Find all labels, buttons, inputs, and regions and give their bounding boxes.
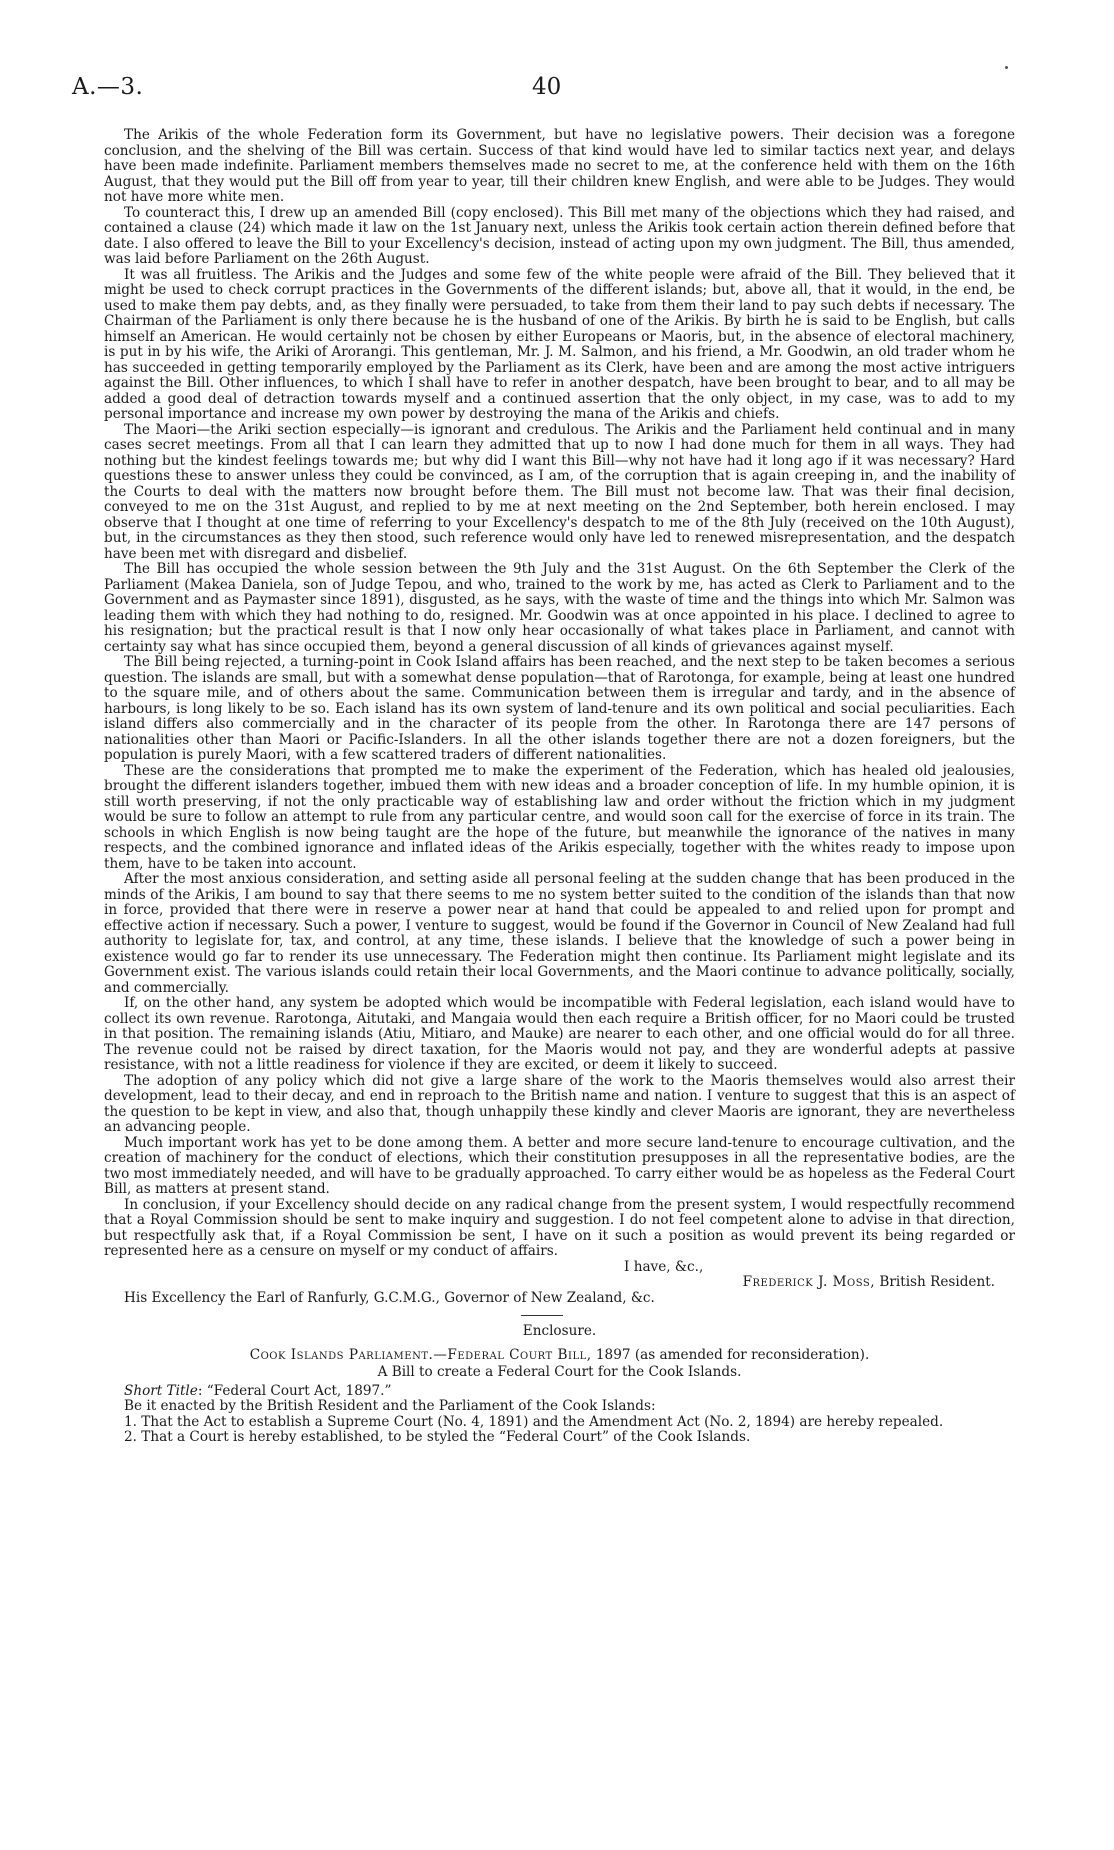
paragraph-8: After the most anxious consideration, and setting aside all personal feeling at the sudden change that has been produced in the minds of the Arikis, I am bound to say that there seems to me no system better suited to the condition of the islands than that now in force, provided that there were in reserve a power near at hand that could be appealed to and relied upon for prompt and effective action if necessary. Such a power, I venture to suggest, would be found if the Governor in Council of New Zealand had full authority to legislate for, tax, and control, at any time, these islands. I believe that the knowledge of such a power being in existence would go far to render its use unnecessary. The Federation might then continue. Its Parliament might legislate and its Government exist. The various islands could retain their local Governments, and the Maori continue to advance politically, socially, and commercially. xyxy=(104,871,1015,996)
short-title-label: Short Title xyxy=(124,1382,198,1399)
paragraph-6: The Bill being rejected, a turning-point in Cook Island affairs has been reached, and the next step to be taken becomes a serious question. The islands are small, but with a somewhat dense population—that of Rarotonga, for example, being at least one hundred to the square mile, and of others about the same. Communication between them is irregular and tardy, and in the absence of harbours, is long likely to be so. Each island has its own system of land-tenure and its own political and social peculiarities. Each island differs also commercially and in the character of its people from the other. In Rarotonga there are 147 persons of nationalities other than Maori or Pacific-Islanders. In all the other islands together there are not a dozen foreigners, but the population is purely Maori, with a few scattered traders of different nationalities. xyxy=(104,654,1015,763)
bill-title-rest: 1897 (as amended for reconsideration). xyxy=(595,1346,870,1363)
paragraph-12: In conclusion, if your Excellency should decide on any radical change from the present system, I would respectfully recommend that a Royal Commission should be sent to make inquiry and suggestion. I do not feel competent alone to advise in that direction, but respectfully ask that, if a Royal Commission be sent, I have on it such a position as would prevent its being regarded or represented here as a censure on myself or my conduct of affairs. xyxy=(104,1196,1015,1259)
paragraph-2: To counteract this, I drew up an amended Bill (copy enclosed). This Bill met many of the objections which they had raised, and contained a clause (24) which made it law on the 1st January next, unless the Arikis took certain action therein defined before that date. I also offered to leave the Bill to your Excellency's decision, instead of acting upon my own judgment. The Bill, thus amended, was laid before Parliament on the 26th August. xyxy=(104,204,1015,267)
document-reference: A.—3. xyxy=(72,74,144,100)
bill-description: A Bill to create a Federal Court for the Cook Islands. xyxy=(377,1364,742,1380)
print-speck xyxy=(1005,66,1008,69)
clause-1: 1. That the Act to establish a Supreme Court (No. 4, 1891) and the Amendment Act (No. 2, 1894) are hereby repealed. xyxy=(124,1413,944,1430)
paragraph-7: These are the considerations that prompted me to make the experiment of the Federation, which has healed old jealousies, brought the different islanders together, imbued them with new ideas and a broader conception of life. In my humble opinion, it is still worth preserving, if not the only practicable way of establishing law and order without the friction which in my judgment would be sure to follow an attempt to rule from any particular centre, and would soon call for the exercise of force in its train. The schools in which English is now being taught are the hope of the future, but meanwhile the ignorance of the natives in many respects, and the combined ignorance and inflated ideas of the Arikis especially, together with the whites ready to impose upon them, have to be taken into account. xyxy=(104,762,1015,872)
short-title-value: : “Federal Court Act, 1897.” xyxy=(197,1382,392,1399)
paragraph-3: It was all fruitless. The Arikis and the Judges and some few of the white people were afraid of the Bill. They believed that it might be used to check corrupt practices in the Governments of the different islands; but, above all, that it would, in the end, be used to make them pay debts, and, as they finally were persuaded, to take from them their land to pay such debts if necessary. The Chairman of the Parliament is only there because he is the husband of one of the Arikis. By birth he is said to be English, but calls himself an American. He would certainly not be chosen by either Europeans or Maoris, but, in the absence of electoral machinery, is put in by his wife, the Ariki of Arorangi. This gentleman, Mr. J. M. Salmon, and his friend, a Mr. Goodwin, an old trader whom he has succeeded in getting temporarily employed by the Parliament as its Clerk, have been and are among the most active intriguers against the Bill. Other influences, to which I shall have to refer in another despatch, have been brought to bear, and to all may be added a good deal of detraction towards myself and a continued assertion that the only object, in my case, was to add to my personal importance and increase my own power by destroying the mana of the Arikis and chiefs. xyxy=(104,266,1015,422)
signature xyxy=(104,1275,1015,1291)
closing-formula: I have, &c., xyxy=(624,1258,704,1275)
section-divider xyxy=(521,1315,563,1316)
paragraph-5: The Bill has occupied the whole session between the 9th July and the 31st August. On the 6th September the Clerk of the Parliament (Makea Daniela, son of Judge Tepou, and who, trained to the work by me, has acted as Clerk to Parliament and to the Government and as Paymaster since 1891), disgusted, as he says, with the waste of time and the things into which Mr. Salmon was leading them with which they had nothing to do, resigned. Mr. Goodwin was at once appointed in his place. I declined to agree to his resignation; but the practical result is that I now only hear occasionally of what takes place in Parliament, and cannot with certainty say what has since occupied them, beyond a general discussion of all kinds of grievances against myself. xyxy=(104,561,1015,655)
bill-title xyxy=(104,1348,1015,1364)
signatory-title: British Resident. xyxy=(879,1274,995,1290)
paragraph-9: If, on the other hand, any system be adopted which would be incompatible with Federal legislation, each island would have to collect its own revenue. Rarotonga, Aitutaki, and Mangaia would then each require a British officer, for no Maori could be trusted in that position. The remaining islands (Atiu, Mitiaro, and Mauke) are nearer to each other, and one official would do for all three. The revenue could not be raised by direct taxation, for the Maoris would not pay, and they are wonderful adepts at passive resistance, with not a little readiness for violence if they are excited, or deem it likely to succeed. xyxy=(104,995,1015,1073)
enacting-clause: Be it enacted by the British Resident and the Parliament of the Cook Islands: xyxy=(124,1398,656,1414)
paragraph-1: The Arikis of the whole Federation form its Government, but have no legislative powers. Their decision was a foregone conclusion, and the shelving of the Bill was certain. Success of that kind would have led to similar tactics next year, and delays have been made indefinite. Parliament members themselves made no secret to me, at the conference held with them on the 16th August, that they would put the Bill off from year to year, till their children knew English, and were able to be Judges. They would not have more white men. xyxy=(104,127,1015,205)
paragraph-4: The Maori—the Ariki section especially—is ignorant and credulous. The Arikis and the Parliament held continual and in many cases secret meetings. From all that I can learn they admitted that up to now I had done much for them in all ways. They had nothing but the kindest feelings towards me; but why did I want this Bill—why not have had it long ago if it was necessary? Hard questions these to answer unless they could be convinced, as I am, of the corruption that is again creeping in, and the inability of the Courts to deal with the matters now brought before them. The Bill must not become law. That was their final decision, conveyed to me on the 31st August, and replied to by me at next meeting on the 2nd September, both herein enclosed. I may observe that I thought at one time of referring to your Excellency's despatch to me of the 8th July (received on the 10th August), but, in the circumstances as they then stood, such reference would only have led to renewed misrepresentation, and the despatch have been met with disregard and disbelief. xyxy=(104,421,1015,562)
paragraph-10: The adoption of any policy which did not give a large share of the work to the Maoris themselves would also arrest their development, lead to their decay, and end in reproach to the British name and nation. I venture to suggest that this is an aspect of the question to be kept in view, and also that, though unhappily these kindly and clever Maoris are ignorant, they are nevertheless an advancing people. xyxy=(104,1072,1015,1135)
bill-title-smallcaps: Cook Islands Parliament.—Federal Court Bill, xyxy=(249,1346,592,1363)
signatory-name: Frederick J. Moss, xyxy=(742,1274,876,1290)
addressee: His Excellency the Earl of Ranfurly, G.C.M.G., Governor of New Zealand, &c. xyxy=(124,1289,655,1306)
document-body xyxy=(104,128,1015,1446)
paragraph-11: Much important work has yet to be done among them. A better and more secure land-tenure to encourage cultivation, and the creation of machinery for the conduct of elections, which their constitution presupposes in all the representative bodies, are the two most immediately needed, and will have to be gradually approached. To carry either would be as hopeless as the Federal Court Bill, as matters at present stand. xyxy=(104,1134,1015,1197)
short-title xyxy=(104,1384,1015,1400)
clause-2: 2. That a Court is hereby established, to be styled the “Federal Court” of the Cook Islands. xyxy=(124,1429,751,1445)
enclosure-heading: Enclosure. xyxy=(522,1323,597,1339)
page-number: 40 xyxy=(532,74,562,100)
